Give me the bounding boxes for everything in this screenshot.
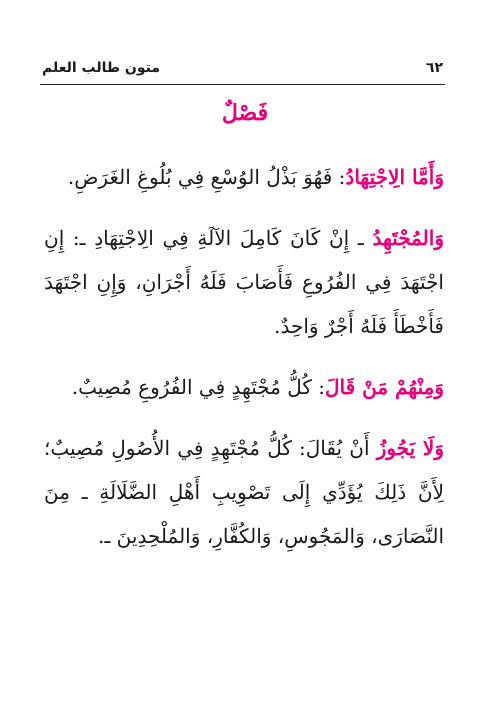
paragraph-ijtihad xyxy=(44,155,444,199)
paragraph-other-opinion xyxy=(44,365,444,409)
book-title: متون طالب العلم xyxy=(42,60,161,76)
page-body xyxy=(44,155,444,575)
paragraph-mujtahid xyxy=(44,216,444,348)
term-not-permissible: وَلَا يَجُوزُ xyxy=(376,436,444,460)
paragraph-text: : فَهُوَ بَذْلُ الوُسْعِ فِي بُلُوغِ الغَرَضِ. xyxy=(67,165,346,189)
term-other-opinion: وَمِنْهُمْ مَنْ قَالَ xyxy=(325,375,444,399)
page-number: ٦٢ xyxy=(425,60,443,76)
term-mujtahid: وَالمُجْتَهِدُ xyxy=(372,226,444,250)
paragraph-text: أَنْ يُقَالَ: كُلُّ مُجْتَهِدٍ فِي الأُصُولِ مُصِيبٌ؛ لِأَنَّ ذَلِكَ يُؤَدِّي إِلَى تَصْوِيبِ أَهْلِ الضَّلَالَةِ ـ مِنَ النَّصَارَى، وَالمَجُوسِ، وَالكُفَّارِ، وَالمُلْحِدِينَ ـ. xyxy=(44,436,444,548)
paragraph-text: ـ إِنْ كَانَ كَامِلَ الآلَةِ فِي الِاجْتِهَادِ ـ: إِنِ اجْتَهَدَ فِي الفُرُوعِ فَأَصَابَ فَلَهُ أَجْرَانِ، وَإِنِ اجْتَهَدَ فَأَخْطَأَ فَلَهُ أَجْرٌ وَاحِدٌ. xyxy=(44,226,444,338)
paragraph-usul xyxy=(44,426,444,558)
header-divider xyxy=(40,84,445,85)
term-ijtihad: وَأَمَّا الِاجْتِهَادُ xyxy=(345,165,444,189)
section-title: فَصْلٌ xyxy=(221,100,269,126)
page-header xyxy=(42,60,443,82)
paragraph-text: : كُلُّ مُجْتَهِدٍ فِي الفُرُوعِ مُصِيبٌ. xyxy=(71,375,326,399)
